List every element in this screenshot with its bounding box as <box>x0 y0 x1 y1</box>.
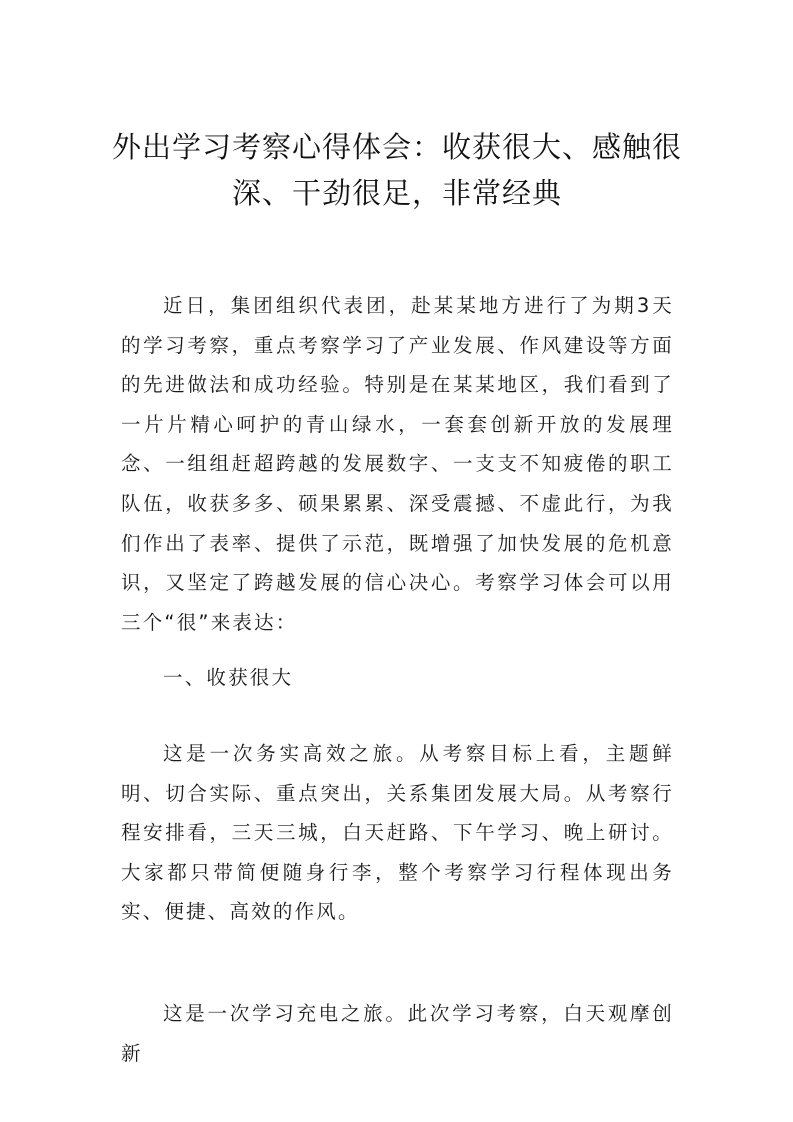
intro-paragraph: 近日，集团组织代表团，赴某某地方进行了为期3天的学习考察，重点考察学习了产业发展、作风建设等方面的先进做法和成功经验。特别是在某某地区，我们看到了一片片精心呵护的青山绿水，一套套创新开放的发展理念、一组组赶超跨越的发展数字、一支支不知疲倦的职工队伍，收获多多、硕果累累、深受震撼、不虚此行，为我们作出了表率、提供了示范，既增强了加快发展的危机意识，又坚定了跨越发展的信心决心。考察学习体会可以用三个“很”来表达： <box>121 294 674 634</box>
paragraph-learning-trip: 这是一次学习充电之旅。此次学习考察，白天观摩创新 <box>121 1002 674 1065</box>
document-title: 外出学习考察心得体会：收获很大、感触很深、干劲很足，非常经典 <box>112 130 683 210</box>
paragraph-efficient-trip: 这是一次务实高效之旅。从考察目标上看，主题鲜明、切合实际、重点突出，关系集团发展大局。从考察行程安排看，三天三城，白天赶路、下午学习、晚上研讨。大家都只带简便随身行李，整个考察学习行程体现出务实、便捷、高效的作风。 <box>121 742 674 924</box>
section-heading-1: 一、收获很大 <box>163 666 294 689</box>
